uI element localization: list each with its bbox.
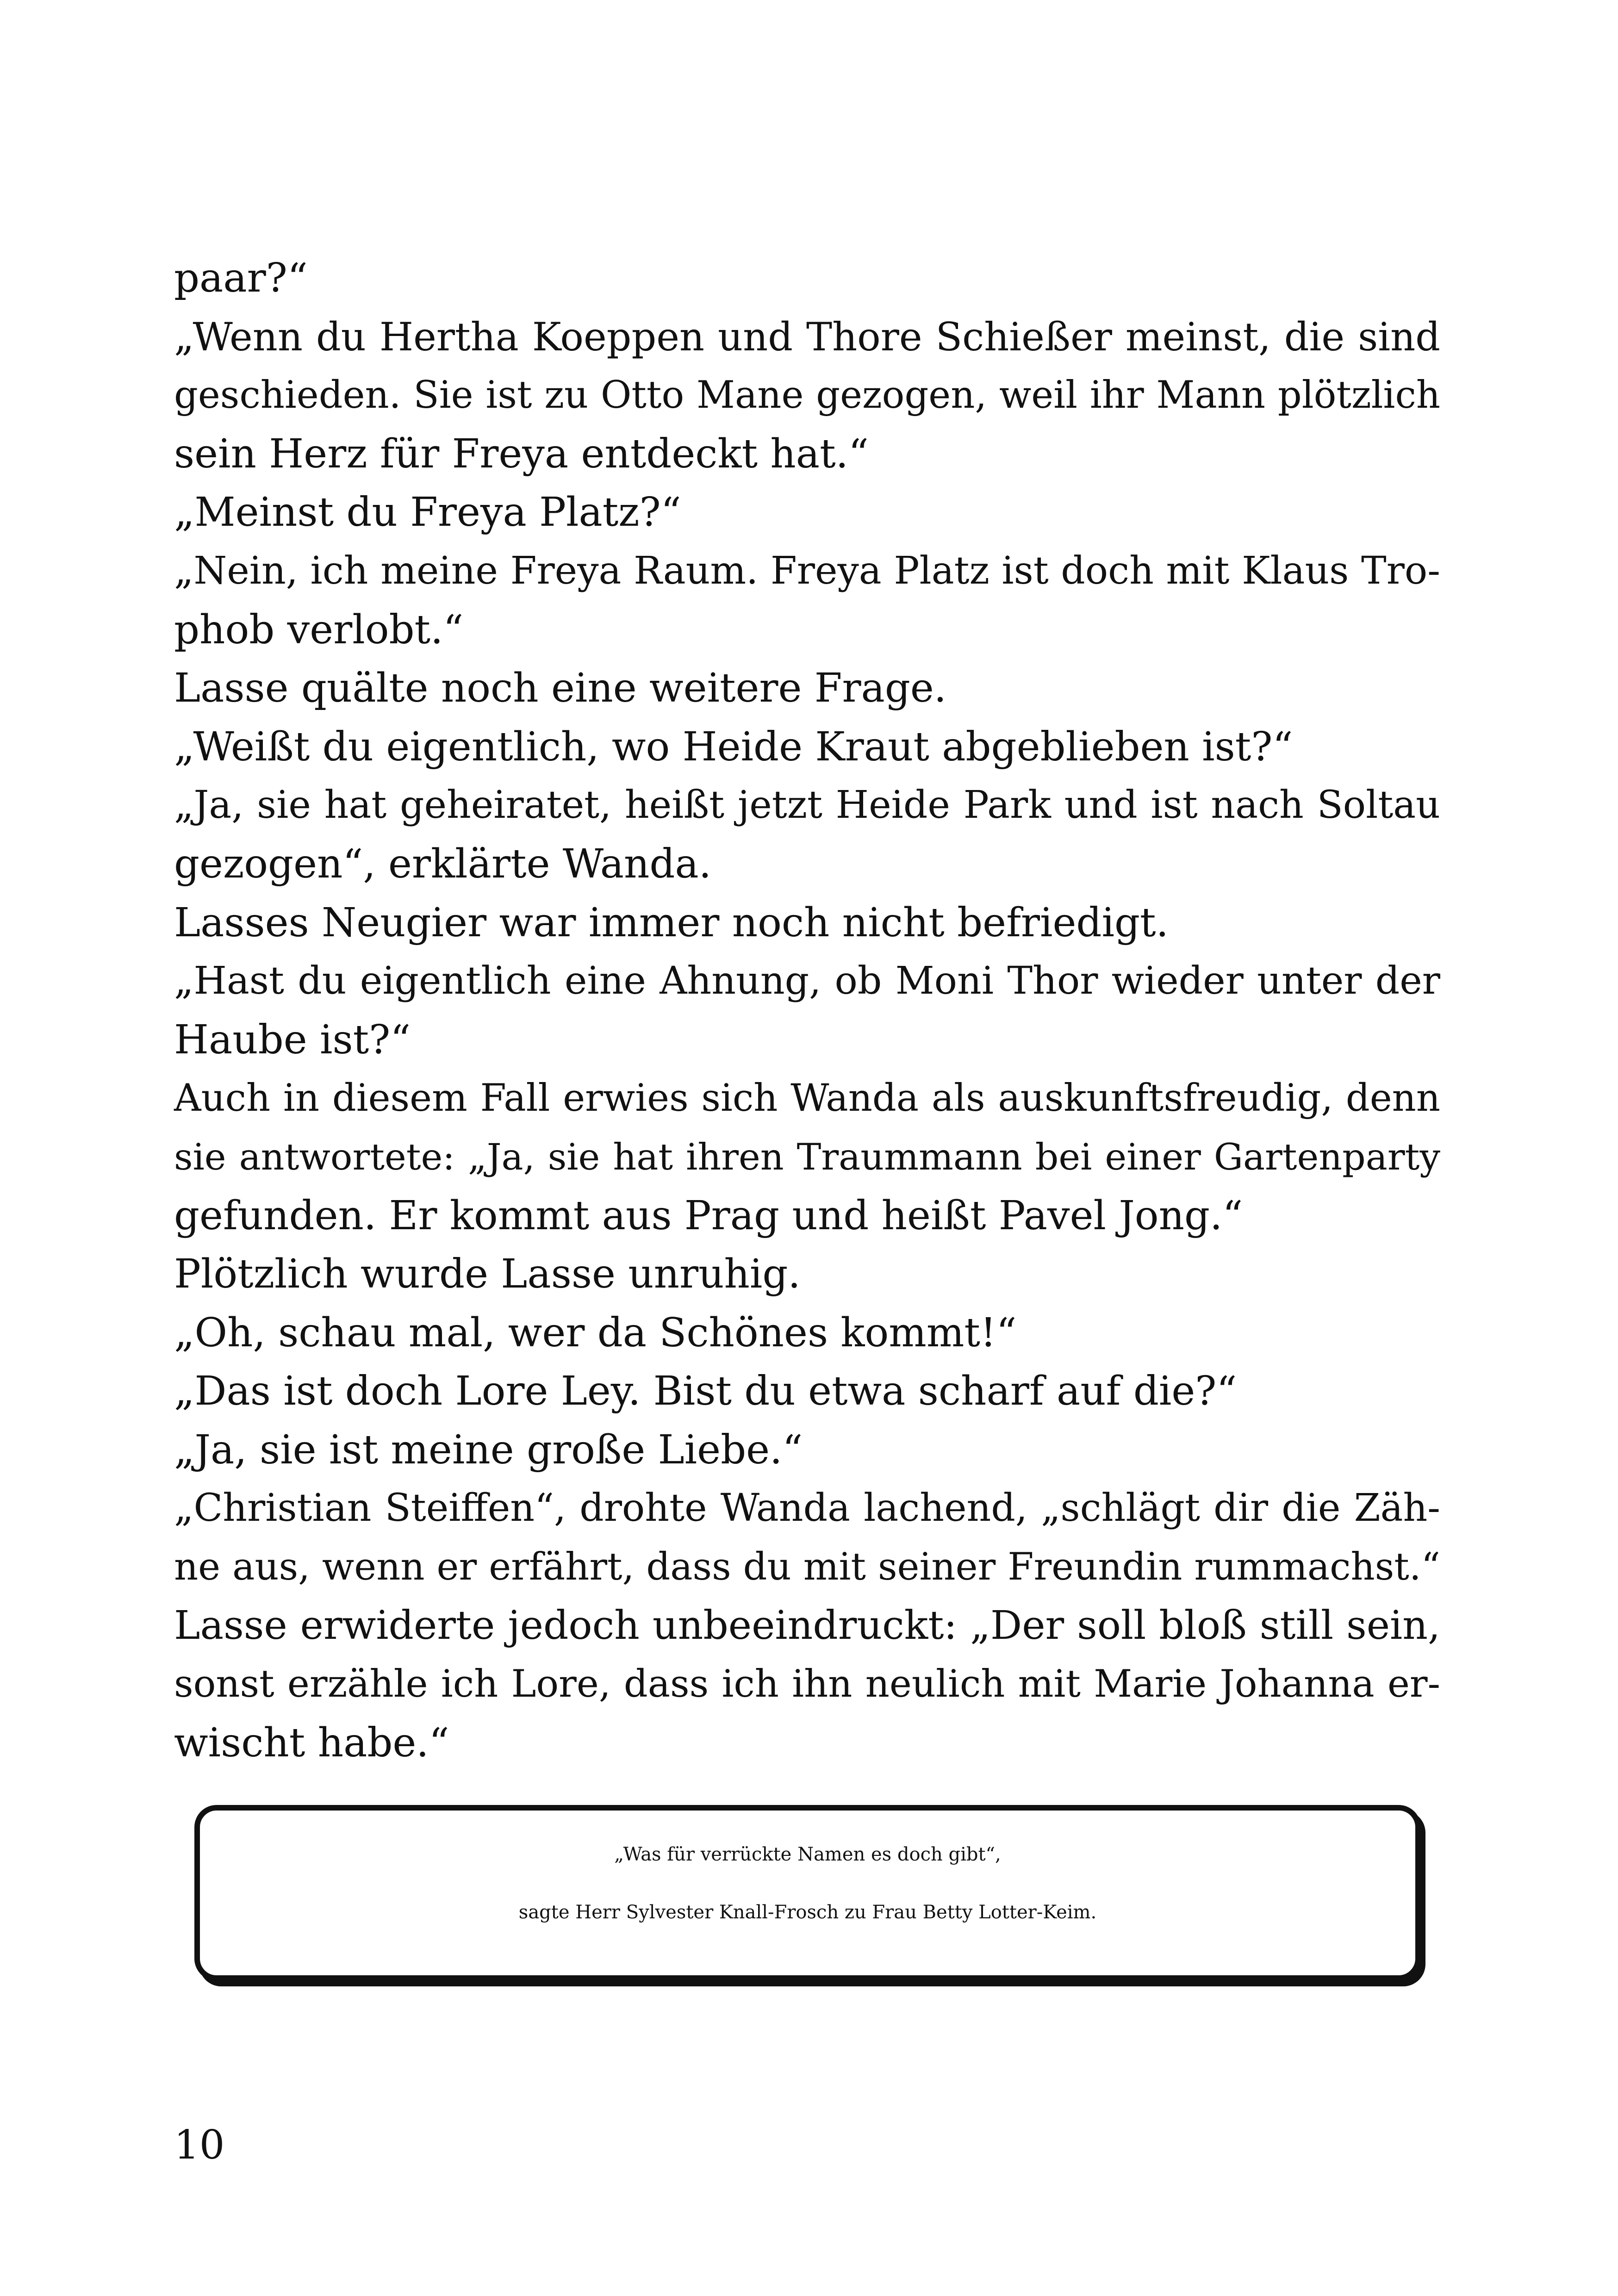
text-line: „Wenn du Hertha Koeppen und Thore Schießer meinst, die sind: [174, 314, 1440, 360]
text-line: Plötzlich wurde Lasse unruhig.: [174, 1251, 801, 1298]
text-line: „Das ist doch Lore Ley. Bist du etwa scharf auf die?“: [174, 1368, 1237, 1415]
text-line: „Christian Steiffen“, drohte Wanda lachend, „schlägt dir die Zäh-: [174, 1486, 1440, 1531]
text-line: sein Herz für Freya entdeckt hat.“: [174, 430, 869, 477]
text-line: Lasse erwiderte jedoch unbeeindruckt: „Der soll bloß still sein,: [174, 1602, 1440, 1649]
text-line: „Hast du eigentlich eine Ahnung, ob Moni Thor wieder unter der: [174, 959, 1440, 1003]
text-line: „Ja, sie hat geheiratet, heißt jetzt Heide Park und ist nach Soltau: [174, 783, 1440, 828]
text-line: geschieden. Sie ist zu Otto Mane gezogen, weil ihr Mann plötzlich: [174, 373, 1440, 417]
quote-box: [194, 1805, 1421, 1981]
text-line: gefunden. Er kommt aus Prag und heißt Pavel Jong.“: [174, 1192, 1243, 1239]
text-line: gezogen“, erklärte Wanda.: [174, 840, 712, 887]
text-line: Lasse quälte noch eine weitere Frage.: [174, 665, 947, 712]
text-line: wischt habe.“: [174, 1719, 449, 1766]
text-line: phob verlobt.“: [174, 606, 464, 653]
text-line: „Nein, ich meine Freya Raum. Freya Platz ist doch mit Klaus Tro-: [174, 548, 1440, 593]
text-line: sie antwortete: „Ja, sie hat ihren Traummann bei einer Gartenparty: [174, 1135, 1440, 1178]
text-line: sonst erzähle ich Lore, dass ich ihn neulich mit Marie Johanna er-: [174, 1662, 1440, 1706]
text-line: „Ja, sie ist meine große Liebe.“: [174, 1426, 803, 1473]
text-line: Auch in diesem Fall erwies sich Wanda als auskunftsfreudig, denn: [174, 1076, 1440, 1120]
text-line: „Weißt du eigentlich, wo Heide Kraut abgeblieben ist?“: [174, 723, 1293, 770]
body-text: [174, 249, 1440, 1772]
page-number: 10: [174, 2122, 225, 2168]
text-line: „Oh, schau mal, wer da Schönes kommt!“: [174, 1309, 1017, 1356]
quote-line-1: „Was für verrückte Namen es doch gibt“,: [614, 1844, 1001, 1865]
text-line: Haube ist?“: [174, 1016, 411, 1063]
text-line: paar?“: [174, 255, 308, 301]
text-line: Lasses Neugier war immer noch nicht befriedigt.: [174, 899, 1169, 946]
text-line: ne aus, wenn er erfährt, dass du mit seiner Freundin rummachst.“: [174, 1545, 1440, 1589]
quote-line-2: sagte Herr Sylvester Knall-Frosch zu Frau Betty Lotter-Keim.: [518, 1902, 1097, 1923]
text-line: „Meinst du Freya Platz?“: [174, 489, 681, 536]
